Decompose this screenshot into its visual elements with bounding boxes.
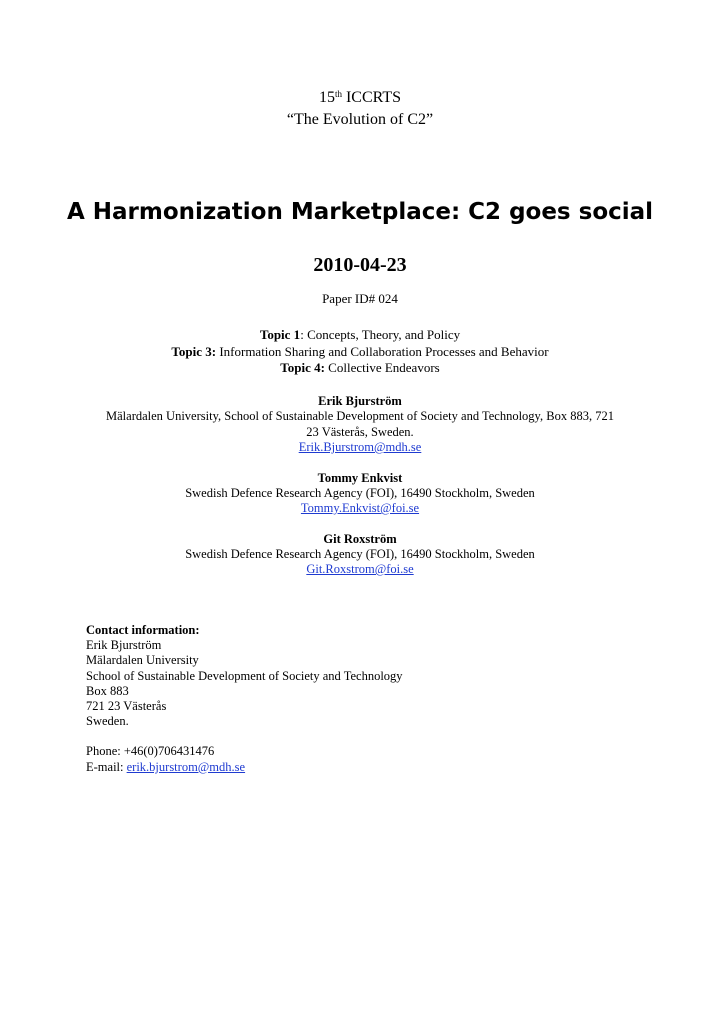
- author-name: Tommy Enkvist: [317, 471, 403, 485]
- topic-text: Information Sharing and Collaboration Processes and Behavior: [219, 344, 549, 359]
- topic-label: Topic 4:: [280, 360, 325, 375]
- conference-theme: “The Evolution of C2”: [286, 111, 434, 128]
- contact-line: 721 23 Västerås: [86, 699, 167, 714]
- contact-line: Sweden.: [86, 714, 129, 729]
- contact-block: [86, 623, 646, 775]
- contact-line: School of Sustainable Development of Society and Technology: [86, 668, 403, 683]
- topic-line-4: [0, 360, 720, 376]
- contact-line: Erik Bjurström: [86, 638, 162, 653]
- author-affiliation: Swedish Defence Research Agency (FOI), 16490 Stockholm, Sweden: [185, 547, 535, 561]
- contact-line: Box 883: [86, 683, 129, 698]
- conference-name: ICCRTS: [345, 89, 402, 106]
- contact-phone: Phone: +46(0)706431476: [86, 744, 215, 759]
- contact-spacer: [86, 729, 646, 744]
- author-email-line: [0, 439, 720, 455]
- author-email-link[interactable]: Erik.Bjurstrom@mdh.se: [298, 440, 422, 454]
- author-name: Erik Bjurström: [318, 394, 402, 408]
- topic-label: Topic 3:: [171, 344, 217, 359]
- author-affiliation: Swedish Defence Research Agency (FOI), 16490 Stockholm, Sweden: [185, 486, 535, 500]
- topic-line-1: [0, 327, 720, 343]
- contact-heading: Contact information:: [86, 623, 200, 637]
- conference-line: [0, 88, 720, 107]
- topic-label: Topic 1: [259, 327, 301, 342]
- contact-line: Mälardalen University: [86, 653, 199, 668]
- topic-text: Collective Endeavors: [328, 360, 440, 375]
- contact-email-line: [86, 760, 646, 775]
- author-email-line: [0, 561, 720, 577]
- paper-title: A Harmonization Marketplace: C2 goes social: [66, 199, 654, 225]
- topic-text: Concepts, Theory, and Policy: [307, 327, 461, 342]
- conference-number: 15: [318, 89, 335, 106]
- author-email-link[interactable]: Git.Roxstrom@foi.se: [306, 562, 414, 576]
- conference-number-suffix: th: [334, 89, 342, 99]
- contact-email-label: E-mail:: [86, 759, 127, 774]
- paper-date: 2010-04-23: [313, 254, 407, 276]
- paper-id: Paper ID# 024: [322, 291, 398, 306]
- topic-separator: :: [300, 327, 308, 342]
- author-email-link[interactable]: Tommy.Enkvist@foi.se: [300, 501, 420, 515]
- author-name: Git Roxström: [323, 532, 397, 546]
- author-affiliation-cont: 23 Västerås, Sweden.: [306, 425, 414, 439]
- contact-email-link[interactable]: erik.bjurstrom@mdh.se: [126, 759, 246, 774]
- author-affiliation: Mälardalen University, School of Sustainable Development of Society and Technology, Box 883, 721: [106, 409, 614, 423]
- topic-line-3: [0, 344, 720, 360]
- author-email-line: [0, 500, 720, 516]
